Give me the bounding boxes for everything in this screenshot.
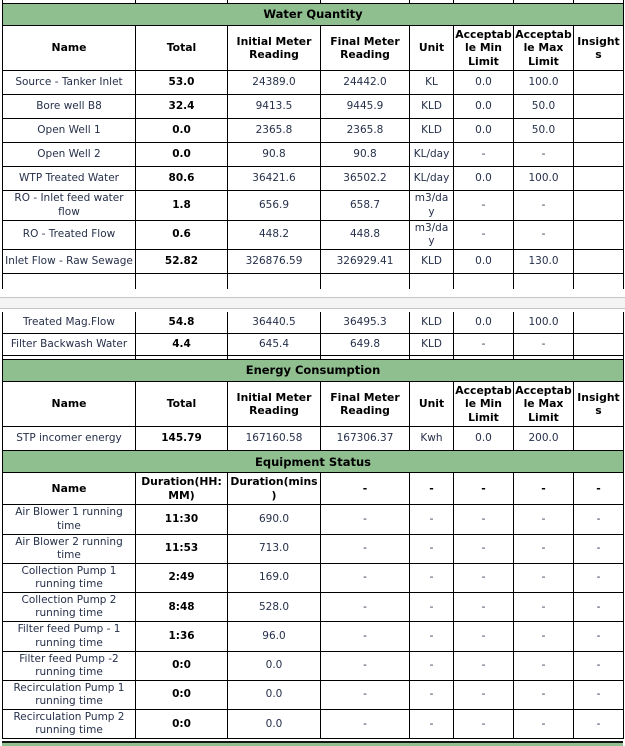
cell-dash: - [574, 593, 624, 622]
cell-duration-mins: 528.0 [228, 593, 321, 622]
table-row [3, 563, 624, 592]
cell-total: 52.82 [136, 249, 228, 273]
cell-duration-mins: 0.0 [228, 710, 321, 739]
col-dash: - [321, 473, 410, 505]
cell-insights [574, 249, 624, 273]
col-unit: Unit [410, 381, 454, 426]
cell-final-reading: 448.8 [321, 220, 410, 249]
cell-duration-mins: 169.0 [228, 563, 321, 592]
cell-duration-mins: 96.0 [228, 622, 321, 651]
table-row [3, 333, 624, 355]
water-quantity-table [2, 0, 624, 289]
cell-dash: - [574, 710, 624, 739]
cell-initial-reading: 167160.58 [228, 427, 321, 451]
cell-dash: - [410, 563, 454, 592]
col-max-limit: Acceptable Max Limit [514, 26, 574, 71]
cell-total: 4.4 [136, 333, 228, 355]
cell-name: Collection Pump 1 running time [3, 563, 136, 592]
cell-final-reading: 36502.2 [321, 167, 410, 191]
table-row [3, 710, 624, 739]
cell-initial-reading: 2365.8 [228, 119, 321, 143]
cell-duration-mins: 0.0 [228, 651, 321, 680]
cell-duration-mins: 0.0 [228, 680, 321, 709]
cell-min-limit: 0.0 [454, 312, 514, 334]
cell-unit: KLD [410, 333, 454, 355]
cell-dash: - [321, 622, 410, 651]
cell-initial-reading: 36440.5 [228, 312, 321, 334]
cell-max-limit: - [514, 220, 574, 249]
cell-max-limit: 50.0 [514, 95, 574, 119]
cell-name: Open Well 1 [3, 119, 136, 143]
cell-dash: - [454, 622, 514, 651]
cell-unit: KL/day [410, 143, 454, 167]
cell-max-limit: 100.0 [514, 167, 574, 191]
cell-name: STP incomer energy [3, 427, 136, 451]
cell-unit: m3/day [410, 220, 454, 249]
table-row [3, 505, 624, 534]
pane-divider-band [0, 297, 625, 309]
table-row [3, 167, 624, 191]
cell-dash: - [321, 505, 410, 534]
water-quantity-column-headers [3, 26, 624, 71]
cell-dash: - [454, 680, 514, 709]
table-row [3, 191, 624, 220]
cell-min-limit: 0.0 [454, 71, 514, 95]
col-initial-reading: Initial Meter Reading [228, 381, 321, 426]
cell-insights [574, 143, 624, 167]
col-total: Total [136, 26, 228, 71]
cell-dash: - [454, 710, 514, 739]
section-title: Water Quantity [3, 4, 624, 26]
col-dash: - [454, 473, 514, 505]
cell-insights [574, 312, 624, 334]
cell-dash: - [410, 680, 454, 709]
cell-duration-hhmm: 11:30 [136, 505, 228, 534]
cell-dash: - [514, 593, 574, 622]
cell-duration-hhmm: 11:53 [136, 534, 228, 563]
cell-insights [574, 220, 624, 249]
table-row [3, 143, 624, 167]
cell-dash: - [514, 651, 574, 680]
cell-final-reading: 24442.0 [321, 71, 410, 95]
cell-duration-mins: 690.0 [228, 505, 321, 534]
col-final-reading: Final Meter Reading [321, 381, 410, 426]
cell-name: Recirculation Pump 1 running time [3, 680, 136, 709]
cell-dash: - [574, 622, 624, 651]
table-row [3, 651, 624, 680]
table-row [3, 680, 624, 709]
cell-final-reading: 36495.3 [321, 312, 410, 334]
cell-name: Filter Backwash Water [3, 333, 136, 355]
cell-min-limit: 0.0 [454, 119, 514, 143]
cell-name: Bore well B8 [3, 95, 136, 119]
cell-initial-reading: 448.2 [228, 220, 321, 249]
cell-duration-hhmm: 1:36 [136, 622, 228, 651]
col-insights: Insights [574, 26, 624, 71]
cell-min-limit: 0.0 [454, 427, 514, 451]
cell-initial-reading: 656.9 [228, 191, 321, 220]
cell-duration-hhmm: 0:0 [136, 680, 228, 709]
cell-insights [574, 119, 624, 143]
cell-duration-hhmm: 0:0 [136, 651, 228, 680]
cell-final-reading: 658.7 [321, 191, 410, 220]
cell-dash: - [514, 710, 574, 739]
cell-max-limit: 50.0 [514, 119, 574, 143]
cell-duration-hhmm: 2:49 [136, 563, 228, 592]
water-quantity-continuation-table [2, 312, 624, 356]
cell-min-limit: 0.0 [454, 167, 514, 191]
equipment-column-headers [3, 473, 624, 505]
cell-final-reading: 9445.9 [321, 95, 410, 119]
cell-initial-reading: 645.4 [228, 333, 321, 355]
cell-dash: - [454, 563, 514, 592]
cell-max-limit: - [514, 191, 574, 220]
col-name: Name [3, 473, 136, 505]
cell-dash: - [321, 593, 410, 622]
cell-dash: - [574, 534, 624, 563]
table-row [3, 249, 624, 273]
col-insights: Insights [574, 381, 624, 426]
cell-name: Source - Tanker Inlet [3, 71, 136, 95]
energy-equipment-table [2, 356, 624, 739]
cell-insights [574, 167, 624, 191]
cell-dash: - [410, 622, 454, 651]
table-row [3, 534, 624, 563]
cell-initial-reading: 24389.0 [228, 71, 321, 95]
cell-max-limit: 130.0 [514, 249, 574, 273]
cell-insights [574, 95, 624, 119]
cell-unit: KLD [410, 95, 454, 119]
cell-dash: - [454, 505, 514, 534]
cell-min-limit: - [454, 191, 514, 220]
section-header-energy-consumption [3, 359, 624, 381]
cell-insights [574, 427, 624, 451]
col-min-limit: Acceptable Min Limit [454, 26, 514, 71]
cell-duration-mins: 713.0 [228, 534, 321, 563]
cell-min-limit: 0.0 [454, 249, 514, 273]
cell-insights [574, 71, 624, 95]
cell-name: Treated Mag.Flow [3, 312, 136, 334]
table-row [3, 622, 624, 651]
cell-unit: KL [410, 71, 454, 95]
cell-total: 54.8 [136, 312, 228, 334]
cell-total: 0.6 [136, 220, 228, 249]
cell-unit: m3/day [410, 191, 454, 220]
cell-dash: - [454, 593, 514, 622]
col-duration-hhmm: Duration(HH:MM) [136, 473, 228, 505]
cell-final-reading: 326929.41 [321, 249, 410, 273]
cell-unit: KLD [410, 119, 454, 143]
cell-duration-hhmm: 0:0 [136, 710, 228, 739]
cell-dash: - [514, 622, 574, 651]
table-row [3, 427, 624, 451]
cell-initial-reading: 36421.6 [228, 167, 321, 191]
col-max-limit: Acceptable Max Limit [514, 381, 574, 426]
col-min-limit: Acceptable Min Limit [454, 381, 514, 426]
section-title: Energy Consumption [3, 359, 624, 381]
col-unit: Unit [410, 26, 454, 71]
cell-dash: - [410, 534, 454, 563]
col-name: Name [3, 26, 136, 71]
cell-max-limit: 100.0 [514, 312, 574, 334]
col-total: Total [136, 381, 228, 426]
cell-total: 53.0 [136, 71, 228, 95]
cell-unit: KLD [410, 249, 454, 273]
cell-total: 0.0 [136, 143, 228, 167]
cell-initial-reading: 90.8 [228, 143, 321, 167]
cell-name: Air Blower 1 running time [3, 505, 136, 534]
section-header-water-quantity [3, 4, 624, 26]
cell-name: Filter feed Pump - 1 running time [3, 622, 136, 651]
cell-min-limit: - [454, 143, 514, 167]
section-header-equipment-status [3, 451, 624, 473]
cell-dash: - [574, 680, 624, 709]
cell-max-limit: 100.0 [514, 71, 574, 95]
cell-dash: - [410, 710, 454, 739]
cell-max-limit: - [514, 333, 574, 355]
cell-dash: - [410, 651, 454, 680]
cell-name: RO - Treated Flow [3, 220, 136, 249]
cell-name: Inlet Flow - Raw Sewage [3, 249, 136, 273]
col-dash: - [574, 473, 624, 505]
cell-name: Recirculation Pump 2 running time [3, 710, 136, 739]
cell-dash: - [574, 563, 624, 592]
energy-column-headers [3, 381, 624, 426]
cell-dash: - [410, 593, 454, 622]
col-duration-mins: Duration(mins) [228, 473, 321, 505]
cell-final-reading: 167306.37 [321, 427, 410, 451]
cell-min-limit: - [454, 220, 514, 249]
cell-dash: - [321, 651, 410, 680]
col-dash: - [514, 473, 574, 505]
cell-name: Collection Pump 2 running time [3, 593, 136, 622]
cell-unit: KLD [410, 312, 454, 334]
clipped-section-header-bottom [2, 741, 623, 746]
cell-final-reading: 2365.8 [321, 119, 410, 143]
cell-total: 80.6 [136, 167, 228, 191]
cell-name: Air Blower 2 running time [3, 534, 136, 563]
table-row [3, 312, 624, 334]
cell-min-limit: 0.0 [454, 95, 514, 119]
table-row [3, 119, 624, 143]
cell-dash: - [454, 534, 514, 563]
cell-name: Open Well 2 [3, 143, 136, 167]
cell-dash: - [574, 505, 624, 534]
cell-insights [574, 191, 624, 220]
cell-unit: Kwh [410, 427, 454, 451]
cell-final-reading: 649.8 [321, 333, 410, 355]
cell-dash: - [514, 534, 574, 563]
white-gap [0, 289, 625, 297]
cell-dash: - [321, 534, 410, 563]
col-name: Name [3, 381, 136, 426]
cell-total: 32.4 [136, 95, 228, 119]
cell-dash: - [410, 505, 454, 534]
cell-dash: - [514, 680, 574, 709]
cell-name: WTP Treated Water [3, 167, 136, 191]
cell-dash: - [454, 651, 514, 680]
cell-duration-hhmm: 8:48 [136, 593, 228, 622]
cell-total: 0.0 [136, 119, 228, 143]
cell-dash: - [514, 563, 574, 592]
cell-dash: - [321, 680, 410, 709]
cell-dash: - [574, 651, 624, 680]
cell-max-limit: - [514, 143, 574, 167]
cell-insights [574, 333, 624, 355]
cell-total: 145.79 [136, 427, 228, 451]
col-initial-reading: Initial Meter Reading [228, 26, 321, 71]
cell-min-limit: - [454, 333, 514, 355]
col-final-reading: Final Meter Reading [321, 26, 410, 71]
section-title: Equipment Status [3, 451, 624, 473]
cell-name: Filter feed Pump -2 running time [3, 651, 136, 680]
col-dash: - [410, 473, 454, 505]
table-row [3, 95, 624, 119]
cell-dash: - [321, 710, 410, 739]
cell-initial-reading: 326876.59 [228, 249, 321, 273]
cell-name: RO - Inlet feed water flow [3, 191, 136, 220]
cell-dash: - [514, 505, 574, 534]
table-row [3, 220, 624, 249]
cell-final-reading: 90.8 [321, 143, 410, 167]
cell-max-limit: 200.0 [514, 427, 574, 451]
cell-unit: KL/day [410, 167, 454, 191]
cell-total: 1.8 [136, 191, 228, 220]
table-row [3, 71, 624, 95]
clipped-empty-row [3, 273, 624, 289]
cell-dash: - [321, 563, 410, 592]
cell-initial-reading: 9413.5 [228, 95, 321, 119]
table-row [3, 593, 624, 622]
